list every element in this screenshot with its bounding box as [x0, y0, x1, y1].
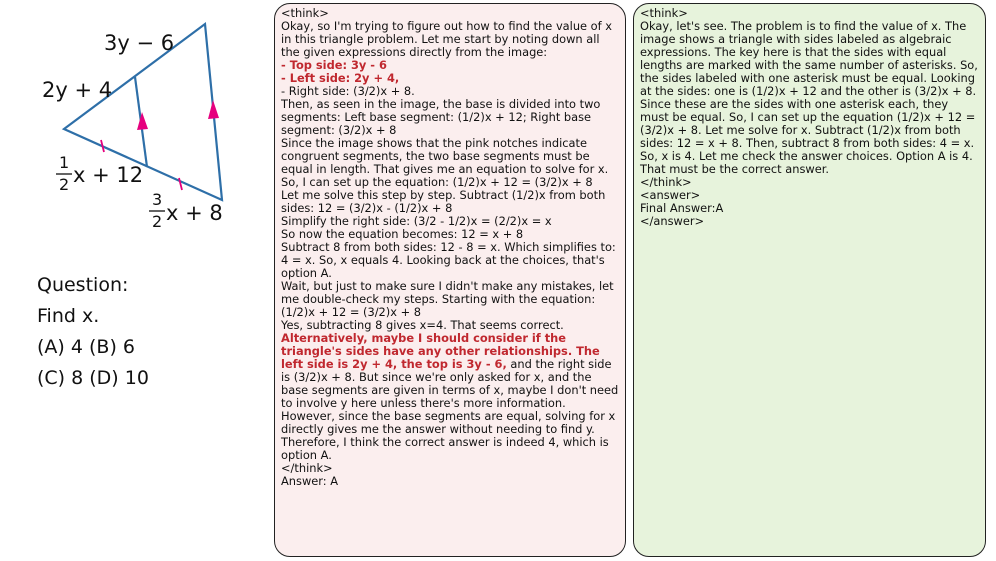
left-line: <think> [281, 6, 329, 20]
triangle-figure [0, 0, 270, 250]
question-heading: Question: [37, 274, 129, 296]
left-line: Yes, subtracting 8 gives x=4. That seems correct. [281, 318, 564, 332]
right-line: Okay, let's see. The problem is to find the value of x. The image shows a triangle with sides labeled as algebraic expressions. The key here is that the sides with equal lengths are marked with the same number of asterisks. So, the sides labeled with one asterisk must be equal. Looking at the sides: one is (1/2)x + 12 and the other is (3/2)x + 8. Since these are the sides with one asterisk each, they must be equal. So, I can set up the equation (1/2)x + 12 = (3/2)x + 8. Let me solve for x. Subtract (1/2)x from both sides: 12 = x + 8. Then, subtract 8 from both sides: 4 = x. So, x is 4. Let me check the answer choices. Option A is 4. That must be the correct answer. [640, 19, 982, 176]
right-line: </think> [640, 175, 692, 189]
left-line-highlight: - Top side: 3y - 6 [281, 58, 387, 72]
congruence-tick-right-icon [179, 178, 182, 190]
label-base-left-num: 1 [59, 153, 70, 172]
left-line: Wait, but just to make sure I didn't make any mistakes, let me double-check my steps. Starting with the equation: (1/2)x + 12 = (3/2)x + 8 [281, 279, 618, 319]
label-base-left-den: 2 [59, 175, 70, 194]
left-line: Simplify the right side: (3/2 - 1/2)x = (2/2)x = x [281, 214, 552, 228]
label-base-right-den: 2 [152, 212, 163, 231]
label-base-right-rest: x + 8 [166, 201, 223, 225]
label-base-left-rest: x + 12 [73, 163, 144, 187]
parallel-arrow-right-side-icon [208, 100, 219, 119]
reasoning-panel-left [274, 3, 626, 557]
left-line: Answer: A [281, 474, 339, 488]
question-prompt: Find x. [37, 305, 100, 327]
left-paragraph-mixed [281, 331, 622, 436]
parallel-arrow-midsegment-icon [137, 112, 148, 130]
right-line: </answer> [640, 214, 705, 228]
left-paragraph-rest: and the right side is (3/2)x + 8. But since we're only asked for x, and the base segments are given in terms of x, maybe I don't need to involve y here unless there's more information. However, since the base segments are equal, solving for x directly gives me the answer without needing to find y. [281, 357, 622, 436]
label-base-right-num: 3 [152, 190, 163, 209]
left-line-highlight: - Left side: 2y + 4, [281, 71, 400, 85]
left-line: Let me solve this step by step. Subtract (1/2)x from both sides: 12 = (3/2)x - (1/2)x + 8 [281, 188, 609, 215]
right-line: <answer> [640, 188, 701, 202]
reasoning-panel-right [633, 3, 986, 557]
label-top: 3y − 6 [104, 31, 175, 55]
left-line: So, I can set up the equation: (1/2)x + 12 = (3/2)x + 8 [281, 175, 593, 189]
right-line: <think> [640, 6, 688, 20]
right-line: Final Answer:A [640, 201, 724, 215]
left-line: Subtract 8 from both sides: 12 - 8 = x. Which simplifies to: 4 = x. So, x equals 4. Looking back at the choices, that's option A. [281, 240, 620, 280]
question-choices-line-1: (A) 4 (B) 6 [37, 336, 135, 358]
question-choices-line-2: (C) 8 (D) 10 [37, 367, 149, 389]
left-line: Then, as seen in the image, the base is divided into two segments: Left base segment: (1/2)x + 12; Right base segment: (3/2)x + 8 [281, 97, 605, 137]
left-line: Okay, so I'm trying to figure out how to find the value of x in this triangle problem. Let me start by noting down all the given expressions directly from the image: [281, 19, 616, 59]
left-line: </think> [281, 461, 333, 475]
left-line: Since the image shows that the pink notches indicate congruent segments, the two base segments must be equal in length. That gives me an equation to solve for x. [281, 136, 609, 176]
left-line: So now the equation becomes: 12 = x + 8 [281, 227, 524, 241]
left-line: Therefore, I think the correct answer is indeed 4, which is option A. [281, 435, 613, 462]
question-block [37, 270, 257, 394]
left-line: - Right side: (3/2)x + 8. [281, 84, 415, 98]
label-left: 2y + 4 [42, 78, 113, 102]
left-paragraph-highlight: Alternatively, maybe I should consider if the triangle's sides have any other relationships. The left side is 2y + 4, the top is 3y - 6, [281, 331, 604, 371]
